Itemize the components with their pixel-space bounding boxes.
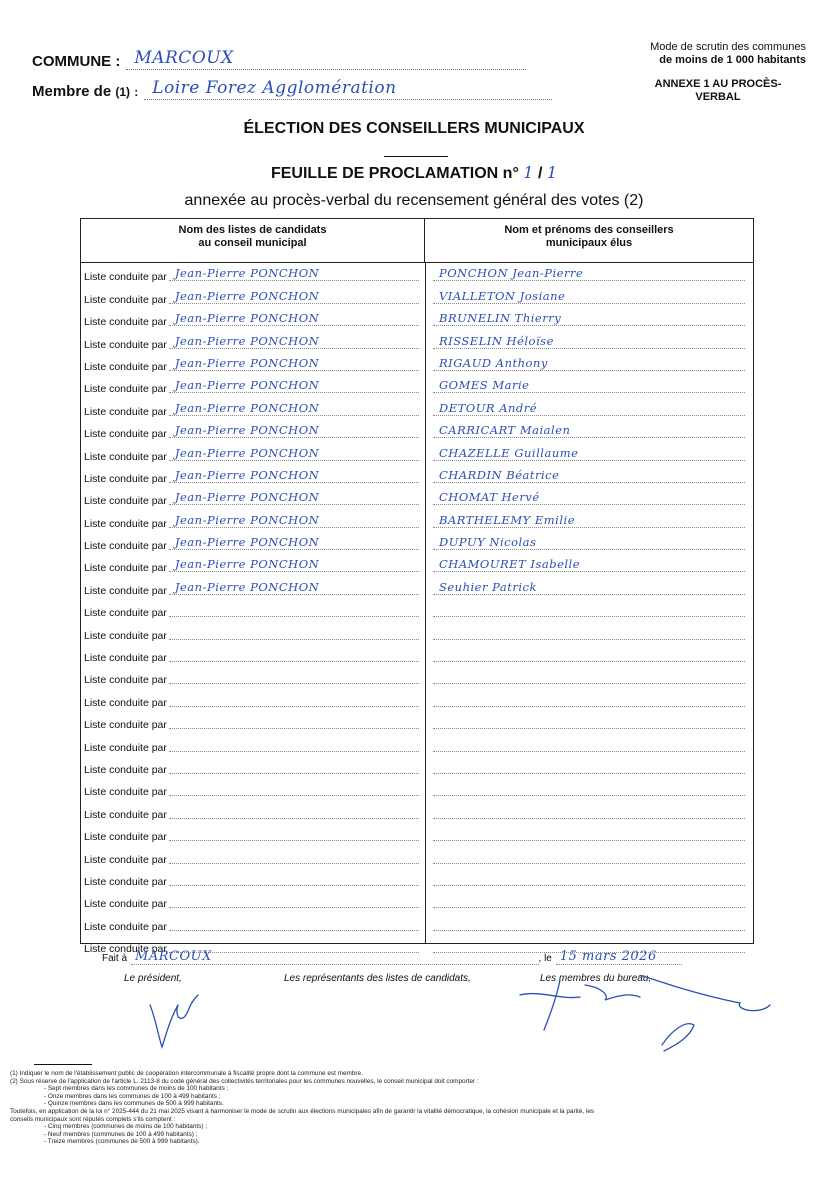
table-row <box>81 532 753 554</box>
row-label: Liste conduite par <box>84 360 167 373</box>
elu-cell <box>433 666 745 684</box>
list-cell <box>81 758 425 778</box>
list-field <box>169 265 419 281</box>
list-field <box>169 758 419 774</box>
list-field <box>169 377 419 393</box>
commune-value: MARCOUX <box>134 48 234 68</box>
row-label: Liste conduite par <box>84 920 167 933</box>
table-row <box>81 800 753 822</box>
list-leader: Jean-Pierre PONCHON <box>174 378 320 393</box>
feuille-separator: / <box>537 165 543 182</box>
elu-name: CHAMOURET Isabelle <box>439 557 581 572</box>
feuille-total: 1 <box>546 163 558 182</box>
elu-cell <box>433 577 745 595</box>
list-field <box>169 915 419 931</box>
table-row <box>81 756 753 778</box>
row-label: Liste conduite par <box>84 629 167 642</box>
list-field <box>169 400 419 416</box>
list-leader: Jean-Pierre PONCHON <box>174 512 320 527</box>
table-row <box>81 711 753 733</box>
elu-name: CHAZELLE Guillaume <box>439 445 579 460</box>
president-label: Le président, <box>124 973 182 984</box>
elu-cell <box>433 308 745 326</box>
row-label: Liste conduite par <box>84 472 167 485</box>
president-signature <box>150 995 198 1047</box>
list-cell <box>81 803 425 823</box>
row-label: Liste conduite par <box>84 652 167 665</box>
elu-cell <box>433 487 745 505</box>
commune-label: COMMUNE : <box>32 53 121 70</box>
fait-place: MARCOUX <box>135 949 212 964</box>
list-cell <box>81 915 425 935</box>
list-leader: Jean-Pierre PONCHON <box>174 557 320 572</box>
elu-cell <box>433 510 745 528</box>
table-row <box>81 465 753 487</box>
proclamation-table <box>80 218 754 956</box>
elu-name: VIALLETON Josiane <box>439 288 566 303</box>
row-label: Liste conduite par <box>84 428 167 441</box>
row-label: Liste conduite par <box>84 696 167 709</box>
elu-name: CHOMAT Hervé <box>439 490 540 505</box>
elu-cell <box>433 599 745 617</box>
bureau-signature-1 <box>520 980 640 1030</box>
elu-cell <box>433 420 745 438</box>
elu-cell <box>433 644 745 662</box>
list-leader: Jean-Pierre PONCHON <box>174 423 320 438</box>
row-label: Liste conduite par <box>84 786 167 799</box>
list-field <box>169 668 419 684</box>
annexe-label <box>638 78 798 104</box>
list-cell <box>81 624 425 644</box>
fait-place-field <box>131 949 539 965</box>
elu-name: DUPUY Nicolas <box>439 535 537 550</box>
list-field <box>169 579 419 595</box>
list-field <box>169 288 419 304</box>
elu-cell <box>433 711 745 729</box>
table-row <box>81 576 753 598</box>
bureau-signature-2 <box>640 975 770 1011</box>
table-row <box>81 599 753 621</box>
table-row <box>81 442 753 464</box>
list-field <box>169 467 419 483</box>
row-label: Liste conduite par <box>84 271 167 284</box>
column-divider <box>425 263 426 943</box>
list-leader: Jean-Pierre PONCHON <box>174 355 320 370</box>
footnote-3e: - Treize membres (communes de 500 à 999 habitants). <box>44 1138 200 1146</box>
elu-cell <box>433 465 745 483</box>
list-cell <box>81 355 425 375</box>
list-leader: Jean-Pierre PONCHON <box>174 445 320 460</box>
list-cell <box>81 467 425 487</box>
commune-field <box>126 48 526 70</box>
commune-line <box>32 40 552 70</box>
fait-date-field <box>556 949 682 965</box>
handwritten-signatures <box>0 975 828 1065</box>
table-row <box>81 666 753 688</box>
scrutin-line2: de moins de 1 000 habitants <box>659 54 806 66</box>
list-leader: Jean-Pierre PONCHON <box>174 490 320 505</box>
list-cell <box>81 377 425 397</box>
list-leader: Jean-Pierre PONCHON <box>174 535 320 550</box>
table-row <box>81 330 753 352</box>
list-cell <box>81 512 425 532</box>
elu-name: BARTHELEMY Emilie <box>439 512 575 527</box>
list-field <box>169 512 419 528</box>
row-label: Liste conduite par <box>84 719 167 732</box>
footnote-3: Toutefois, en application de la loi n° 2025-444 du 21 mai 2025 visant à harmoniser le mode de scrutin aux élections municipales afin de garantir la vitalité démocratique, la cohésion municipale et la parité, les <box>10 1107 595 1115</box>
table-row <box>81 621 753 643</box>
list-leader: Jean-Pierre PONCHON <box>174 400 320 415</box>
list-field <box>169 445 419 461</box>
membre-label: Membre de (1) : <box>32 83 139 100</box>
list-cell <box>81 736 425 756</box>
elu-cell <box>433 622 745 640</box>
list-field <box>169 892 419 908</box>
elu-cell <box>433 443 745 461</box>
elu-cell <box>433 353 745 371</box>
row-label: Liste conduite par <box>84 584 167 597</box>
list-cell <box>81 400 425 420</box>
document-title: ÉLECTION DES CONSEILLERS MUNICIPAUX <box>243 120 585 137</box>
fait-date: 15 mars 2026 <box>559 949 657 964</box>
row-label: Liste conduite par <box>84 405 167 418</box>
table-row <box>81 733 753 755</box>
list-field <box>169 713 419 729</box>
table-row <box>81 868 753 890</box>
annexe-line2: VERBAL <box>695 91 741 103</box>
elu-cell <box>433 756 745 774</box>
membre-field <box>144 78 552 100</box>
list-field <box>169 534 419 550</box>
footnote-3c: - Cinq membres (communes de moins de 100 habitants) ; <box>44 1123 208 1131</box>
table-header <box>81 219 753 263</box>
table-row <box>81 890 753 912</box>
list-field <box>169 355 419 371</box>
membre-value: Loire Forez Agglomération <box>152 78 397 98</box>
list-field <box>169 624 419 640</box>
membre-line <box>32 70 552 100</box>
elu-name: DETOUR André <box>439 400 538 415</box>
list-cell <box>81 288 425 308</box>
table-row <box>81 353 753 375</box>
row-label: Liste conduite par <box>84 517 167 530</box>
list-leader: Jean-Pierre PONCHON <box>174 579 320 594</box>
list-cell <box>81 780 425 800</box>
feuille-label: FEUILLE DE PROCLAMATION n° <box>270 165 519 182</box>
footnote-rule <box>34 1064 92 1065</box>
list-field <box>169 489 419 505</box>
elu-cell <box>433 331 745 349</box>
title-divider <box>384 156 448 157</box>
footnote-3b: conseils municipaux sont réputés complets s'ils comptent : <box>10 1115 176 1123</box>
table-row <box>81 263 753 285</box>
list-cell <box>81 691 425 711</box>
table-row <box>81 845 753 867</box>
elu-cell <box>433 823 745 841</box>
feuille-title <box>0 163 828 183</box>
row-label: Liste conduite par <box>84 763 167 776</box>
representants-label: Les représentants des listes de candidats, <box>284 973 471 984</box>
elu-name: PONCHON Jean-Pierre <box>439 266 584 281</box>
table-row <box>81 778 753 800</box>
elu-name: Seuhier Patrick <box>439 579 537 594</box>
list-field <box>169 556 419 572</box>
list-field <box>169 333 419 349</box>
header-fields <box>32 40 552 100</box>
footnote-2a: - Sept membres dans les communes de moins de 100 habitants ; <box>44 1085 229 1093</box>
elu-name: RIGAUD Anthony <box>439 355 548 370</box>
table-row <box>81 375 753 397</box>
fait-line <box>102 949 682 965</box>
list-field <box>169 803 419 819</box>
table-row <box>81 509 753 531</box>
list-field <box>169 310 419 326</box>
table-row <box>81 823 753 845</box>
feuille-number: 1 <box>523 163 534 182</box>
elu-cell <box>433 554 745 572</box>
list-field <box>169 825 419 841</box>
list-cell <box>81 646 425 666</box>
footnote-2b: - Onze membres dans les communes de 100 à 499 habitants ; <box>44 1092 221 1100</box>
list-field <box>169 780 419 796</box>
elu-cell <box>433 868 745 886</box>
elu-name: CHARDIN Béatrice <box>439 467 560 482</box>
table-row <box>81 487 753 509</box>
fait-label: Fait à <box>102 953 128 964</box>
bureau-signature-3 <box>662 1024 694 1051</box>
scrutin-line1: Mode de scrutin des communes <box>650 41 806 53</box>
elu-cell <box>433 801 745 819</box>
table-row <box>81 308 753 330</box>
elu-name: BRUNELIN Thierry <box>439 311 562 326</box>
footnotes <box>10 1070 810 1146</box>
list-cell <box>81 489 425 509</box>
elu-cell <box>433 890 745 908</box>
annexe-line1: ANNEXE 1 AU PROCÈS- <box>654 78 782 90</box>
row-label: Liste conduite par <box>84 808 167 821</box>
list-cell <box>81 422 425 442</box>
list-cell <box>81 668 425 688</box>
row-label: Liste conduite par <box>84 831 167 844</box>
table-body <box>81 263 753 957</box>
list-leader: Jean-Pierre PONCHON <box>174 333 320 348</box>
list-leader: Jean-Pierre PONCHON <box>174 266 320 281</box>
list-cell <box>81 556 425 576</box>
footnote-2: (2) Sous réserve de l'application de l'article L. 2113-8 du code général des collectivités territoriales pour les communes nouvelles, le conseil municipal doit comporter : <box>10 1077 479 1085</box>
footnote-2c: - Quinze membres dans les communes de 500 à 999 habitants. <box>44 1100 224 1108</box>
table-row <box>81 554 753 576</box>
row-label: Liste conduite par <box>84 607 167 620</box>
list-field <box>169 848 419 864</box>
table-row <box>81 420 753 442</box>
scrutin-mode <box>616 41 806 67</box>
col-header-elus: Nom et prénoms des conseillers municipaux élus <box>504 224 674 249</box>
elu-cell <box>433 532 745 550</box>
row-label: Liste conduite par <box>84 674 167 687</box>
elu-cell <box>433 286 745 304</box>
list-leader: Jean-Pierre PONCHON <box>174 311 320 326</box>
list-field <box>169 646 419 662</box>
table-row <box>81 397 753 419</box>
list-cell <box>81 713 425 733</box>
list-cell <box>81 825 425 845</box>
table-row <box>81 688 753 710</box>
table-row <box>81 644 753 666</box>
elu-name: GOMES Marie <box>439 378 530 393</box>
list-cell <box>81 601 425 621</box>
row-label: Liste conduite par <box>84 741 167 754</box>
row-label: Liste conduite par <box>84 316 167 329</box>
row-label: Liste conduite par <box>84 562 167 575</box>
row-label: Liste conduite par <box>84 943 167 956</box>
list-cell <box>81 848 425 868</box>
bureau-label: Les membres du bureau, <box>540 973 652 984</box>
row-label: Liste conduite par <box>84 338 167 351</box>
list-field <box>169 601 419 617</box>
row-label: Liste conduite par <box>84 540 167 553</box>
list-cell <box>81 310 425 330</box>
elu-cell <box>433 778 745 796</box>
elu-cell <box>433 846 745 864</box>
elu-name: CARRICART Maialen <box>439 423 571 438</box>
list-leader: Jean-Pierre PONCHON <box>174 467 320 482</box>
row-label: Liste conduite par <box>84 875 167 888</box>
col-header-lists: Nom des listes de candidats au conseil municipal <box>81 219 425 262</box>
list-field <box>169 736 419 752</box>
row-label: Liste conduite par <box>84 495 167 508</box>
row-label: Liste conduite par <box>84 898 167 911</box>
list-cell <box>81 445 425 465</box>
list-cell <box>81 892 425 912</box>
annexee-subtitle: annexée au procès-verbal du recensement général des votes (2) <box>184 192 644 209</box>
elu-cell <box>433 913 745 931</box>
row-label: Liste conduite par <box>84 383 167 396</box>
row-label: Liste conduite par <box>84 293 167 306</box>
fait-date-label: , le <box>538 953 552 964</box>
elu-cell <box>433 398 745 416</box>
list-cell <box>81 265 425 285</box>
elu-cell <box>433 375 745 393</box>
list-cell <box>81 333 425 353</box>
list-cell <box>81 870 425 890</box>
table-row <box>81 912 753 934</box>
list-cell <box>81 534 425 554</box>
row-label: Liste conduite par <box>84 853 167 866</box>
table-row <box>81 285 753 307</box>
elu-cell <box>433 263 745 281</box>
list-field <box>169 422 419 438</box>
elu-cell <box>433 689 745 707</box>
list-cell <box>81 579 425 599</box>
list-field <box>169 691 419 707</box>
list-field <box>169 870 419 886</box>
elu-cell <box>433 734 745 752</box>
footnote-3d: - Neuf membres (communes de 100 à 499 habitants) ; <box>44 1130 198 1138</box>
list-leader: Jean-Pierre PONCHON <box>174 288 320 303</box>
row-label: Liste conduite par <box>84 450 167 463</box>
elu-name: RISSELIN Héloïse <box>439 333 554 348</box>
footnote-1: (1) Indiquer le nom de l'établissement public de coopération intercommunale à fiscalité propre dont la commune est membre. <box>10 1070 363 1077</box>
